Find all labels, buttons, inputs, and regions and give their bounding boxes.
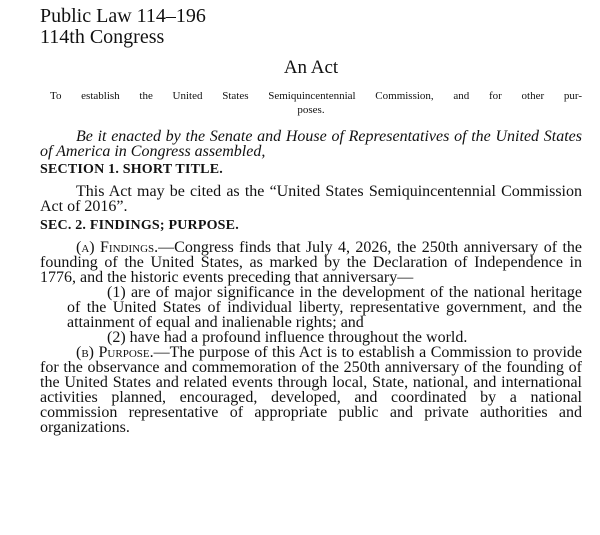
long-title-line2: poses.: [297, 104, 325, 116]
finding-2: (2) have had a profound influence throughout the world.: [107, 329, 468, 346]
section1-text: This Act may be cited as the “United States Semiquincentennial Commission Act of 2016”.: [40, 183, 582, 215]
public-law-number: Public Law 114–196: [40, 5, 206, 27]
act-title: An Act: [283, 57, 339, 78]
finding-1: (1) are of major significance in the development of the national heritage of the United States of individual liberty, representative government, and the attainment of equal and inalienable rights; and: [67, 284, 582, 331]
enacting-clause: Be it enacted by the Senate and House of Representatives of the United States of America in Congress assembled,: [40, 128, 582, 160]
purpose-paragraph: [40, 345, 582, 435]
findings-label: (a) Findings: [76, 239, 155, 256]
section2-heading: SEC. 2. FINDINGS; PURPOSE.: [40, 218, 239, 233]
purpose-text: .—The purpose of this Act is to establish a Commission to provide for the observance and commemoration of the 250th anniversary of the founding of the United States and related events through local, State, national, and international activities planned, encouraged, developed, and coordinated by a national commission representative of appropriate public and private authorities and organizations.: [40, 344, 582, 436]
long-title-line1: To establish the United States Semiquincentennial Commission, and for other pur-: [50, 90, 582, 102]
congress-number: 114th Congress: [40, 26, 165, 48]
purpose-label: (b) Purpose: [76, 344, 150, 361]
findings-text: .—Congress finds that July 4, 2026, the 250th anniversary of the founding of the United States, as marked by the Declaration of Independence in 1776, and the historic events preceding that anniversary—: [40, 239, 583, 286]
findings-paragraph: [40, 240, 582, 285]
section1-heading: SECTION 1. SHORT TITLE.: [40, 162, 223, 177]
